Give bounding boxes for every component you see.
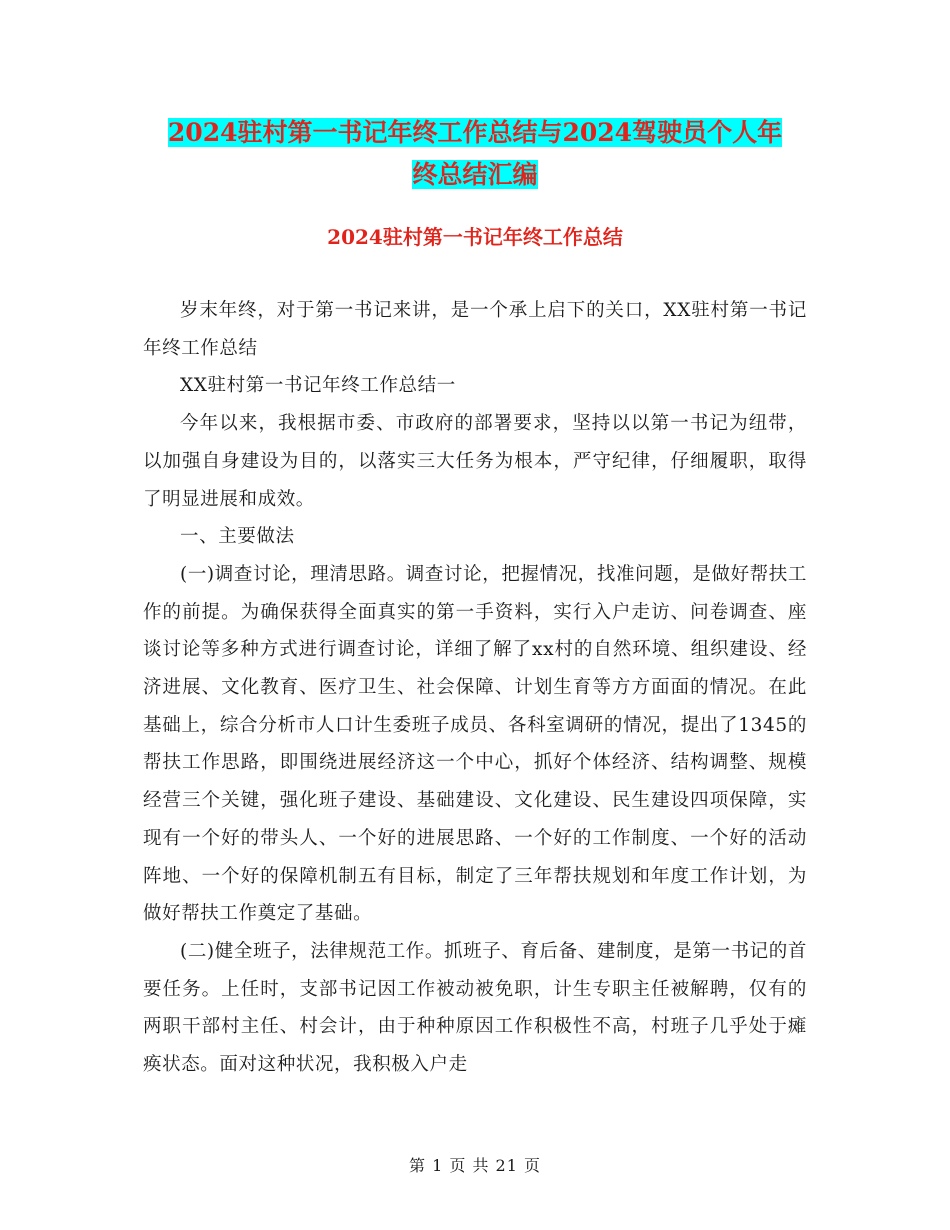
paragraph-team-building: (二)健全班子，法律规范工作。抓班子、育后备、建制度，是第一书记的首要任务。上任时，支部书记因工作被动被免职，计生专职主任被解聘，仅有的两职干部村主任、村会计，由于种种原因工作积极性不高，村班子几乎处于瘫痪状态。面对这种状况，我积极入户走 — [143, 940, 807, 1076]
document-body — [143, 292, 807, 1084]
page-footer: 第 1 页 共 21 页 — [409, 1156, 541, 1175]
paragraph-intro: 岁末年终，对于第一书记来讲，是一个承上启下的关口，XX驻村第一书记年终工作总结 — [143, 300, 807, 359]
document-title — [140, 112, 810, 196]
paragraph-overview: 今年以来，我根据市委、市政府的部署要求，坚持以以第一书记为纽带，以加强自身建设为目的，以落实三大任务为根本，严守纪律，仔细履职，取得了明显进展和成效。 — [143, 413, 807, 510]
document-title-line-2: 终总结汇编 — [412, 160, 538, 189]
paragraph-research: (一)调查讨论，理清思路。调查讨论，把握情况，找准问题，是做好帮扶工作的前提。为确保获得全面真实的第一手资料，实行入户走访、问卷调查、座谈讨论等多种方式进行调查讨论，详细了解了xx村的自然环境、组织建设、经济进展、文化教育、医疗卫生、社会保障、计划生育等方方面面的情况。在此基础上，综合分析市人口计生委班子成员、各科室调研的情况，提出了1345的帮扶工作思路，即围绕进展经济这一个中心，抓好个体经济、结构调整、规模经营三个关键，强化班子建设、基础建设、文化建设、民生建设四项保障，实现有一个好的带头人、一个好的进展思路、一个好的工作制度、一个好的活动阵地、一个好的保障机制五有目标，制定了三年帮扶规划和年度工作计划，为做好帮扶工作奠定了基础。 — [143, 563, 807, 925]
section-title: 2024驻村第一书记年终工作总结 — [327, 225, 623, 249]
document-title-line-1: 2024驻村第一书记年终工作总结与2024驾驶员个人年 — [167, 118, 783, 147]
paragraph-heading-main-methods: 一、主要做法 — [180, 526, 295, 548]
paragraph-subtitle: XX驻村第一书记年终工作总结一 — [180, 375, 456, 397]
